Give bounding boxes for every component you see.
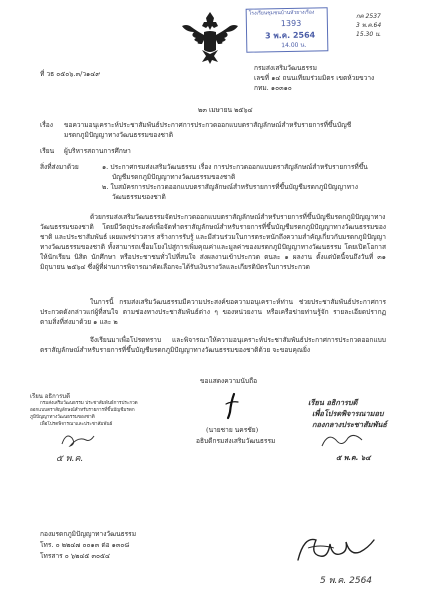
signature-date: 5 พ.ค. 2564 <box>320 576 373 586</box>
doc-number: ที่ วธ ๐๕๐๖.๓/ว๑๔๙ <box>40 70 101 78</box>
director-signature <box>222 392 242 420</box>
left-note-line2: กรมส่งเสริมวัฒนธรรม ประชาสัมพันธ์การประกวด <box>40 401 138 406</box>
receipt-stamp-school: โรงเรียนชุมชนบ้านหัวยางเรือง <box>248 9 315 17</box>
left-note-initials <box>58 430 98 450</box>
left-note-line4: ภูมิปัญญาทางวัฒนธรรมของชาติ <box>30 415 95 420</box>
right-note-line3: กองกลางประชาสัมพันธ์ <box>312 420 387 429</box>
subject-line1: ขอความอนุเคราะห์ประชาสัมพันธ์ประกาศการประกวดออกแบบตราสัญลักษณ์สำหรับรายการที่ขึ้นบัญชี <box>64 121 352 129</box>
right-note-line2: เพื่อโปรดพิจารณามอบ <box>312 409 384 418</box>
signer-name: (นายชาย นครชัย) <box>206 426 259 434</box>
footer-office: กองมรดกภูมิปัญญาทางวัฒนธรรม <box>40 530 137 538</box>
corner-note-line3: 15.30 น. <box>356 31 382 38</box>
left-note-line5: เพื่อโปรดพิจารณาและประชาสัมพันธ์ <box>40 422 113 427</box>
executive-signature <box>290 530 380 570</box>
subject-line2: มรดกภูมิปัญญาทางวัฒนธรรมของชาติ <box>64 131 174 139</box>
body-paragraph-3: จึงเรียนมาเพื่อโปรดทราบ และพิจารณาให้ความอนุเคราะห์ประชาสัมพันธ์ประกาศการประกวดออกแบบตราสัญลักษณ์สำหรับรายการที่ขึ้นบัญชีมรดกภูมิปัญญาทางวัฒนธรรมของชาติด้วย จะขอบคุณยิ่ง <box>40 336 386 354</box>
enclosure-2-line2: วัฒนธรรมของชาติ <box>112 193 166 201</box>
body-paragraph-2: ในการนี้ กรมส่งเสริมวัฒนธรรมมีความประสงค์ขอความอนุเคราะห์ท่าน ช่วยประชาสัมพันธ์ประกาศการประกวดดังกล่าวแก่ผู้ที่สนใจ ตามช่องทางประชาสัมพันธ์ต่าง ๆ ของหน่วยงาน หรือเครือข่ายท่านรู้จัก รายละเอียดปรากฏตามสิ่งที่ส่งมาด้วย ๑ และ ๒ <box>40 298 386 326</box>
closing-salutation: ขอแสดงความนับถือ <box>200 377 258 385</box>
enclosure-2-line1: ๒. ใบสมัครการประกวดออกแบบตราสัญลักษณ์สำหรับรายการที่ขึ้นบัญชีมรดกภูมิปัญญาทาง <box>102 183 358 191</box>
receipt-stamp-time: 14.00 น. <box>281 41 307 50</box>
footer-phone: โทร. ๐ ๒๒๔๗ ๐๐๑๓ ต่อ ๑๓๐๘ <box>40 541 130 549</box>
body-paragraph-1: ด้วยกรมส่งเสริมวัฒนธรรมจัดประกวดออกแบบตราสัญลักษณ์สำหรับรายการที่ขึ้นบัญชีมรดกภูมิปัญญาทางวัฒนธรรมของชาติ โดยมีวัตถุประสงค์เพื่อจัดทำตราสัญลักษณ์สำหรับรายการที่ขึ้นบัญชีมรดกภูมิปัญญาทางวัฒนธรรมของชาติ และประชาสัมพันธ์ เผยแพร่ข่าวสาร สร้างการรับรู้ และมีส่วนร่วมในการตระหนักถึงความสำคัญเกี่ยวกับมรดกภูมิปัญญาทางวัฒนธรรมของชาติ ทั้งสามารถเชื่อมโยงไปสู่การเพิ่มคุณค่าและมูลค่าของมรดกภูมิปัญญาทางวัฒนธรรม โดยเปิดโอกาสให้นักเรียน นิสิต นักศึกษา หรือประชาชนทั่วไปที่สนใจ ส่งผลงานเข้าประกวด ตนละ ๑ ผลงาน ตั้งแต่บัดนี้จนถึงวันที่ ๓๑ มิถุนายน ๒๕๖๔ ซึ่งผู้ที่ผ่านการพิจารณาคัดเลือกจะได้รับเงินรางวัลและเกียรติบัตรในการประกวด <box>40 213 386 271</box>
corner-note <box>356 12 416 39</box>
left-note-line1: เรียน อธิการบดี <box>30 393 70 400</box>
receipt-stamp-date: 3 พ.ค. 2564 <box>265 30 316 41</box>
receipt-stamp-number: 1393 <box>280 18 302 29</box>
recipient-text: ผู้บริหารสถานการศึกษา <box>64 147 131 155</box>
left-note-date: ๕ พ.ค. <box>56 454 84 464</box>
right-routing-note <box>308 397 387 430</box>
enclosure-1-line1: ๑. ประกาศกรมส่งเสริมวัฒนธรรม เรื่อง การประกวดออกแบบตราสัญลักษณ์สำหรับรายการที่ขึ้น <box>102 163 368 171</box>
right-note-date: ๕ พ.ค. ๖๔ <box>336 454 371 462</box>
garuda-emblem <box>180 10 240 66</box>
subject-label: เรื่อง <box>40 121 53 129</box>
left-routing-note <box>30 393 160 428</box>
corner-note-line1: กค 2537 <box>356 13 381 20</box>
right-note-initials <box>318 430 368 452</box>
enclosures-label: สิ่งที่ส่งมาด้วย <box>40 163 79 171</box>
recipient-label: เรียน <box>40 147 55 155</box>
department-name: กรมส่งเสริมวัฒนธรรม <box>254 64 317 72</box>
department-city: กทม. ๑๐๓๑๐ <box>254 84 292 92</box>
corner-note-line2: 3 พ.ค.64 <box>356 22 382 29</box>
department-address: เลขที่ ๑๔ ถนนเทียมร่วมมิตร เขตห้วยขวาง <box>254 74 375 82</box>
footer-fax: โทรสาร ๐ ๖๒๔๕ ๓๐๕๔ <box>40 552 111 560</box>
signer-title: อธิบดีกรมส่งเสริมวัฒนธรรม <box>196 437 276 445</box>
enclosure-1-line2: บัญชีมรดกภูมิปัญญาทางวัฒนธรรมของชาติ <box>112 173 236 181</box>
receipt-stamp <box>246 7 329 52</box>
left-note-line3: ออกแบบตราสัญลักษณ์สำหรับรายการที่ขึ้นบัญชีมรดก <box>30 408 135 413</box>
letter-date: ๒๓ เมษายน ๒๕๖๔ <box>198 106 253 114</box>
right-note-line1: เรียน อธิการบดี <box>308 398 358 407</box>
